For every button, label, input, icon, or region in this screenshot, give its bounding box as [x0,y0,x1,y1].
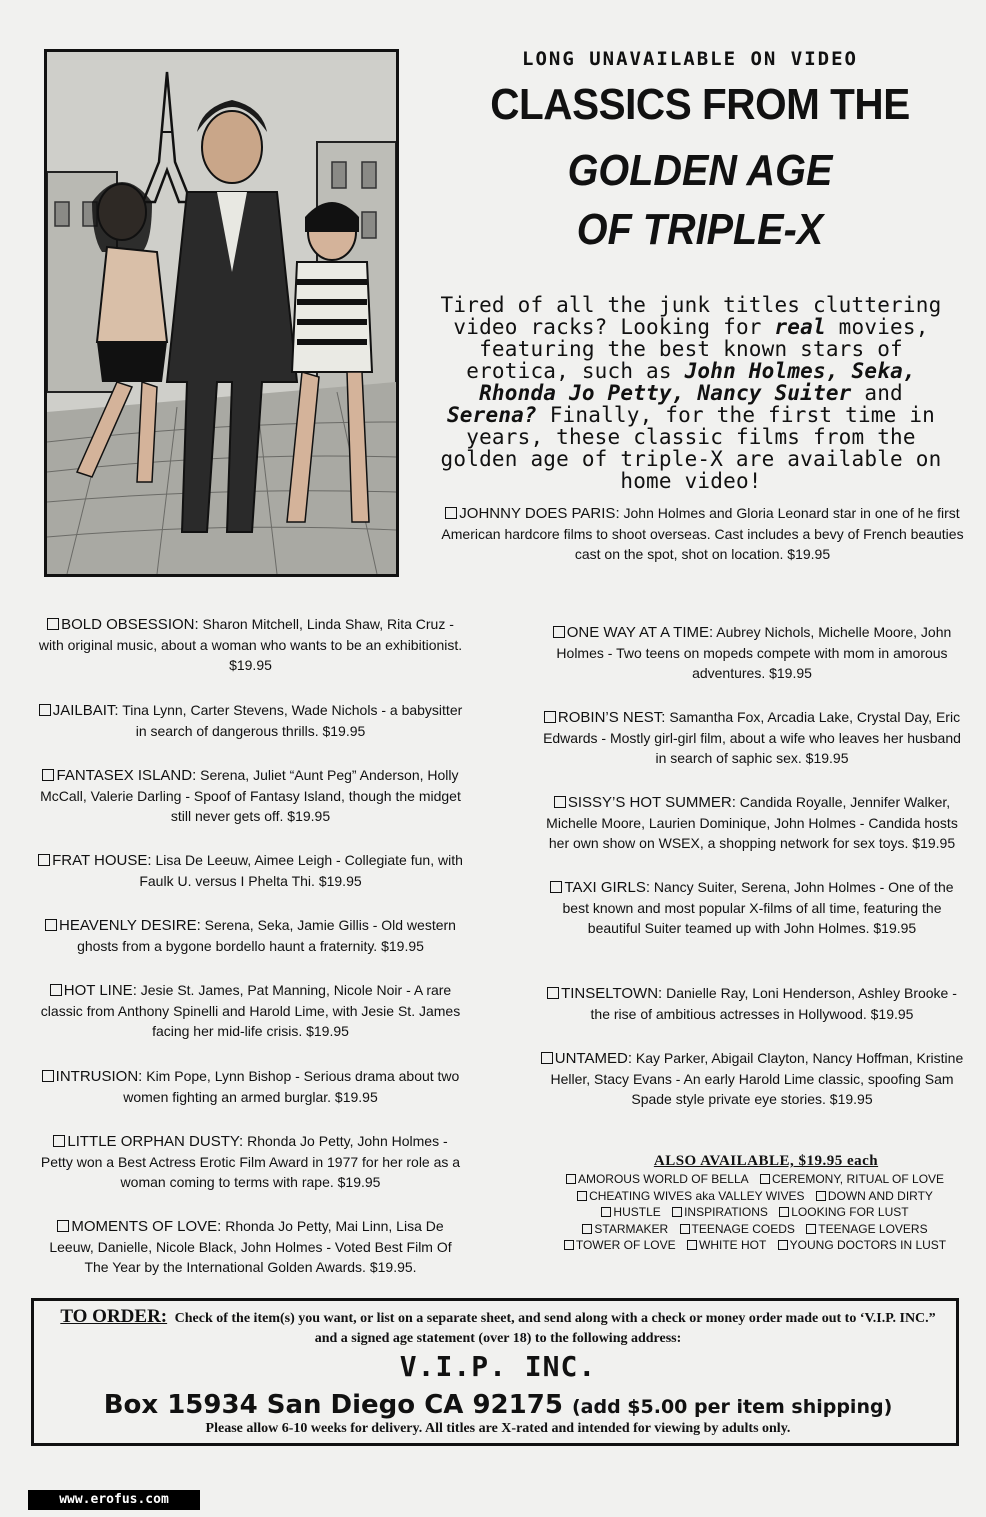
film-title: MOMENTS OF LOVE: [71,1218,222,1235]
film-title: HOT LINE: [63,982,137,999]
also-item[interactable] [680,1222,795,1236]
illustration-drawing [47,52,396,574]
film-entry [38,850,463,891]
also-item-label: TOWER OF LOVE [575,1238,676,1252]
film-entry [38,915,463,956]
order-checkbox[interactable] [779,1207,789,1217]
also-item[interactable] [601,1205,660,1219]
film-entry [38,1216,463,1277]
company-name: V.I.P. INC. [399,1350,597,1383]
also-item-label: TEENAGE LOVERS [818,1221,928,1236]
also-item[interactable] [760,1172,944,1186]
order-checkbox[interactable] [577,1191,587,1201]
also-item-label: INSPIRATIONS [684,1205,768,1219]
order-instructions-text: Check of the item(s) you want, or list on a separate sheet, and send along with a check or money order made out to ‘V.I.P. INC.” and a signed age statement (over 18) to the following address: [174,1311,936,1346]
order-checkbox[interactable] [445,507,457,519]
intro-emphasis-stars: John Holmes, Seka, Rhonda Jo Petty, Nancy Suiter [479,359,916,405]
film-title: TINSELTOWN: [561,985,663,1002]
also-item[interactable] [577,1189,804,1203]
film-entry [38,980,463,1041]
film-description: Serena, Seka, Jamie Gillis - Old western ghosts from a bygone bordello haunt a fraternity. $19.95 [77,917,456,954]
order-checkbox[interactable] [53,1135,65,1147]
order-checkbox[interactable] [816,1191,826,1201]
film-description: Nancy Suiter, Serena, John Holmes - One of the best known and most popular X-films of all time, featuring the beautiful Suiter teamed up with John Holmes. $19.95 [562,879,954,936]
order-checkbox[interactable] [38,854,50,866]
order-checkbox[interactable] [550,881,562,893]
film-description: Rhonda Jo Petty, John Holmes - Petty won a Best Actress Erotic Film Award in 1977 for her role as a woman coming to terms with rape. $19.95 [40,1133,461,1190]
also-item-label: AMOROUS WORLD OF BELLA [577,1172,749,1186]
order-label: TO ORDER: [60,1306,168,1327]
film-entry [536,983,968,1024]
film-title: BOLD OBSESSION: [61,616,199,633]
site-watermark: www.erofus.com [28,1490,200,1510]
delivery-note: Please allow 6-10 weeks for delivery. All titles are X-rated and intended for viewing by adults only. [205,1421,791,1436]
order-checkbox[interactable] [47,618,59,630]
film-entry [536,877,968,938]
film-entry [536,622,968,683]
film-description: Serena, Juliet “Aunt Peg” Anderson, Holly McCall, Valerie Darling - Spoof of Fantasy Island, though the midget still never gets off. $19.95 [40,767,461,824]
also-item[interactable] [806,1222,927,1236]
order-checkbox[interactable] [672,1207,682,1217]
also-item[interactable] [687,1238,766,1252]
film-entry [38,614,463,675]
order-checkbox[interactable] [582,1224,592,1234]
film-description: Aubrey Nichols, Michelle Moore, John Holmes - Two teens on mopeds compete with mom in amorous adventures. $19.95 [556,624,952,681]
also-item-label: CEREMONY, RITUAL OF LOVE [772,1172,945,1186]
order-checkbox[interactable] [553,626,565,638]
order-checkbox[interactable] [566,1174,576,1184]
order-checkbox[interactable] [778,1240,788,1250]
also-item[interactable] [672,1205,768,1219]
film-description: Lisa De Leeuw, Aimee Leigh - Collegiate fun, with Faulk U. versus I Phelta Thi. $19.95 [139,852,463,889]
intro-text-3: and [851,381,903,405]
film-description: Samantha Fox, Arcadia Lake, Crystal Day, Eric Edwards - Mostly girl-girl film, about a wife who leaves her husband in search of saphic sex. $19.95 [543,709,961,766]
headline-subtitle-1: GOLDEN AGE [567,146,833,195]
film-entry [38,1066,463,1107]
also-item-label: CHEATING WIVES aka VALLEY WIVES [589,1188,805,1203]
intro-paragraph [436,294,946,492]
film-description: John Holmes and Gloria Leonard star in one of he first American hardcore films to shoot overseas. Cast includes a bevy of French beauties cast on the spot, shot on location. $19.95 [441,505,964,562]
also-item-label: DOWN AND DIRTY [827,1188,933,1203]
film-title: UNTAMED: [554,1050,632,1067]
order-checkbox[interactable] [42,769,54,781]
also-item[interactable] [582,1222,668,1236]
order-checkbox[interactable] [760,1174,770,1184]
order-instructions [48,1307,948,1349]
order-checkbox[interactable] [50,984,62,996]
film-title: FRAT HOUSE: [52,852,152,869]
order-checkbox[interactable] [564,1240,574,1250]
film-entry [536,1048,968,1109]
film-entry [38,700,463,741]
film-title: LITTLE ORPHAN DUSTY: [67,1133,244,1150]
film-title: ROBIN’S NEST: [557,709,666,726]
order-checkbox[interactable] [680,1224,690,1234]
film-entry [38,1131,463,1192]
order-checkbox[interactable] [601,1207,611,1217]
film-title: FANTASEX ISLAND: [56,767,197,784]
film-description: Danielle Ray, Loni Henderson, Ashley Brooke - the rise of ambitious actresses in Hollywood. $19.95 [590,985,957,1022]
order-checkbox[interactable] [57,1220,69,1232]
order-checkbox[interactable] [45,919,57,931]
film-title: ONE WAY AT A TIME: [566,624,714,641]
headline-subtitle-2: OF TRIPLE-X [576,205,824,254]
shipping-note: (add $5.00 per item shipping) [571,1396,893,1418]
film-description: Rhonda Jo Petty, Mai Linn, Lisa De Leeuw, Danielle, Nicole Black, John Holmes - Voted Best Film Of The Year by the International Golden Awards. $19.95. [49,1218,452,1275]
address-text: Box 15934 San Diego CA 92175 [103,1390,563,1420]
mailing-address [48,1390,948,1420]
also-item[interactable] [779,1205,908,1219]
also-item[interactable] [778,1238,946,1252]
film-title: JOHNNY DOES PARIS: [459,505,620,522]
also-item-label: STARMAKER [594,1221,669,1236]
also-item[interactable] [564,1238,676,1252]
also-item-label: YOUNG DOCTORS IN LUST [789,1238,947,1252]
also-available-list [545,1171,965,1254]
also-available-heading: ALSO AVAILABLE, $19.95 each [653,1153,879,1169]
film-title: HEAVENLY DESIRE: [59,917,201,934]
order-checkbox[interactable] [39,704,51,716]
intro-emphasis-real: real [774,315,826,339]
also-item-label: TEENAGE COEDS [691,1221,795,1236]
order-checkbox[interactable] [42,1070,54,1082]
intro-text-4: Finally, for the first time in years, these classic films from the golden age of triple-X are available on home video! [440,403,942,493]
intro-text-1: Tired of all the junk titles cluttering video racks? Looking for [440,293,942,339]
headline-kicker: LONG UNAVAILABLE ON VIDEO [522,48,858,70]
film-entry [536,792,968,853]
also-item[interactable] [566,1172,749,1186]
film-description: Kim Pope, Lynn Bishop - Serious drama about two women fighting an armed burglar. $19.95 [123,1068,460,1105]
film-entry [38,765,463,826]
intro-text-2: movies, featuring the best known stars of erotica, such as [466,315,929,383]
film-description: Sharon Mitchell, Linda Shaw, Rita Cruz - with original music, about a woman who wants to be an exhibitionist. $19.95 [38,616,463,673]
order-checkbox[interactable] [554,796,566,808]
film-title: SISSY’S HOT SUMMER: [567,794,736,811]
order-checkbox[interactable] [547,987,559,999]
film-title: INTRUSION: [55,1068,143,1085]
order-checkbox[interactable] [687,1240,697,1250]
also-item-label: HUSTLE [613,1205,661,1219]
film-title: TAXI GIRLS: [564,879,651,896]
order-checkbox[interactable] [544,711,556,723]
order-checkbox[interactable] [541,1052,553,1064]
also-item-label: WHITE HOT [699,1238,767,1252]
intro-emphasis-serena: Serena? [446,403,537,427]
film-description: Jesie St. James, Pat Manning, Nicole Noir - A rare classic from Anthony Spinelli and Harold Lime, with Jesie St. James facing her mid-life crisis. $19.95 [40,982,461,1039]
film-title: JAILBAIT: [52,702,119,719]
film-description: Tina Lynn, Carter Stevens, Wade Nichols - a babysitter in search of dangerous thrills. $19.95 [118,702,463,739]
film-description: Kay Parker, Abigail Clayton, Nancy Hoffman, Kristine Heller, Stacy Evans - An early Harold Lime classic, spoofing Sam Spade style private eye stories. $19.95 [550,1050,964,1107]
film-entry-featured [430,503,975,564]
also-item-label: LOOKING FOR LUST [791,1205,909,1219]
order-checkbox[interactable] [806,1224,816,1234]
film-description: Candida Royalle, Jennifer Walker, Michelle Moore, Laurien Dominique, John Holmes - Candida hosts her own show on WSEX, a shopping network for sex toys. $19.95 [546,794,958,851]
headline-title: CLASSICS FROM THE [490,80,910,129]
cover-illustration [44,49,399,577]
also-item[interactable] [816,1189,933,1203]
film-entry [536,707,968,768]
